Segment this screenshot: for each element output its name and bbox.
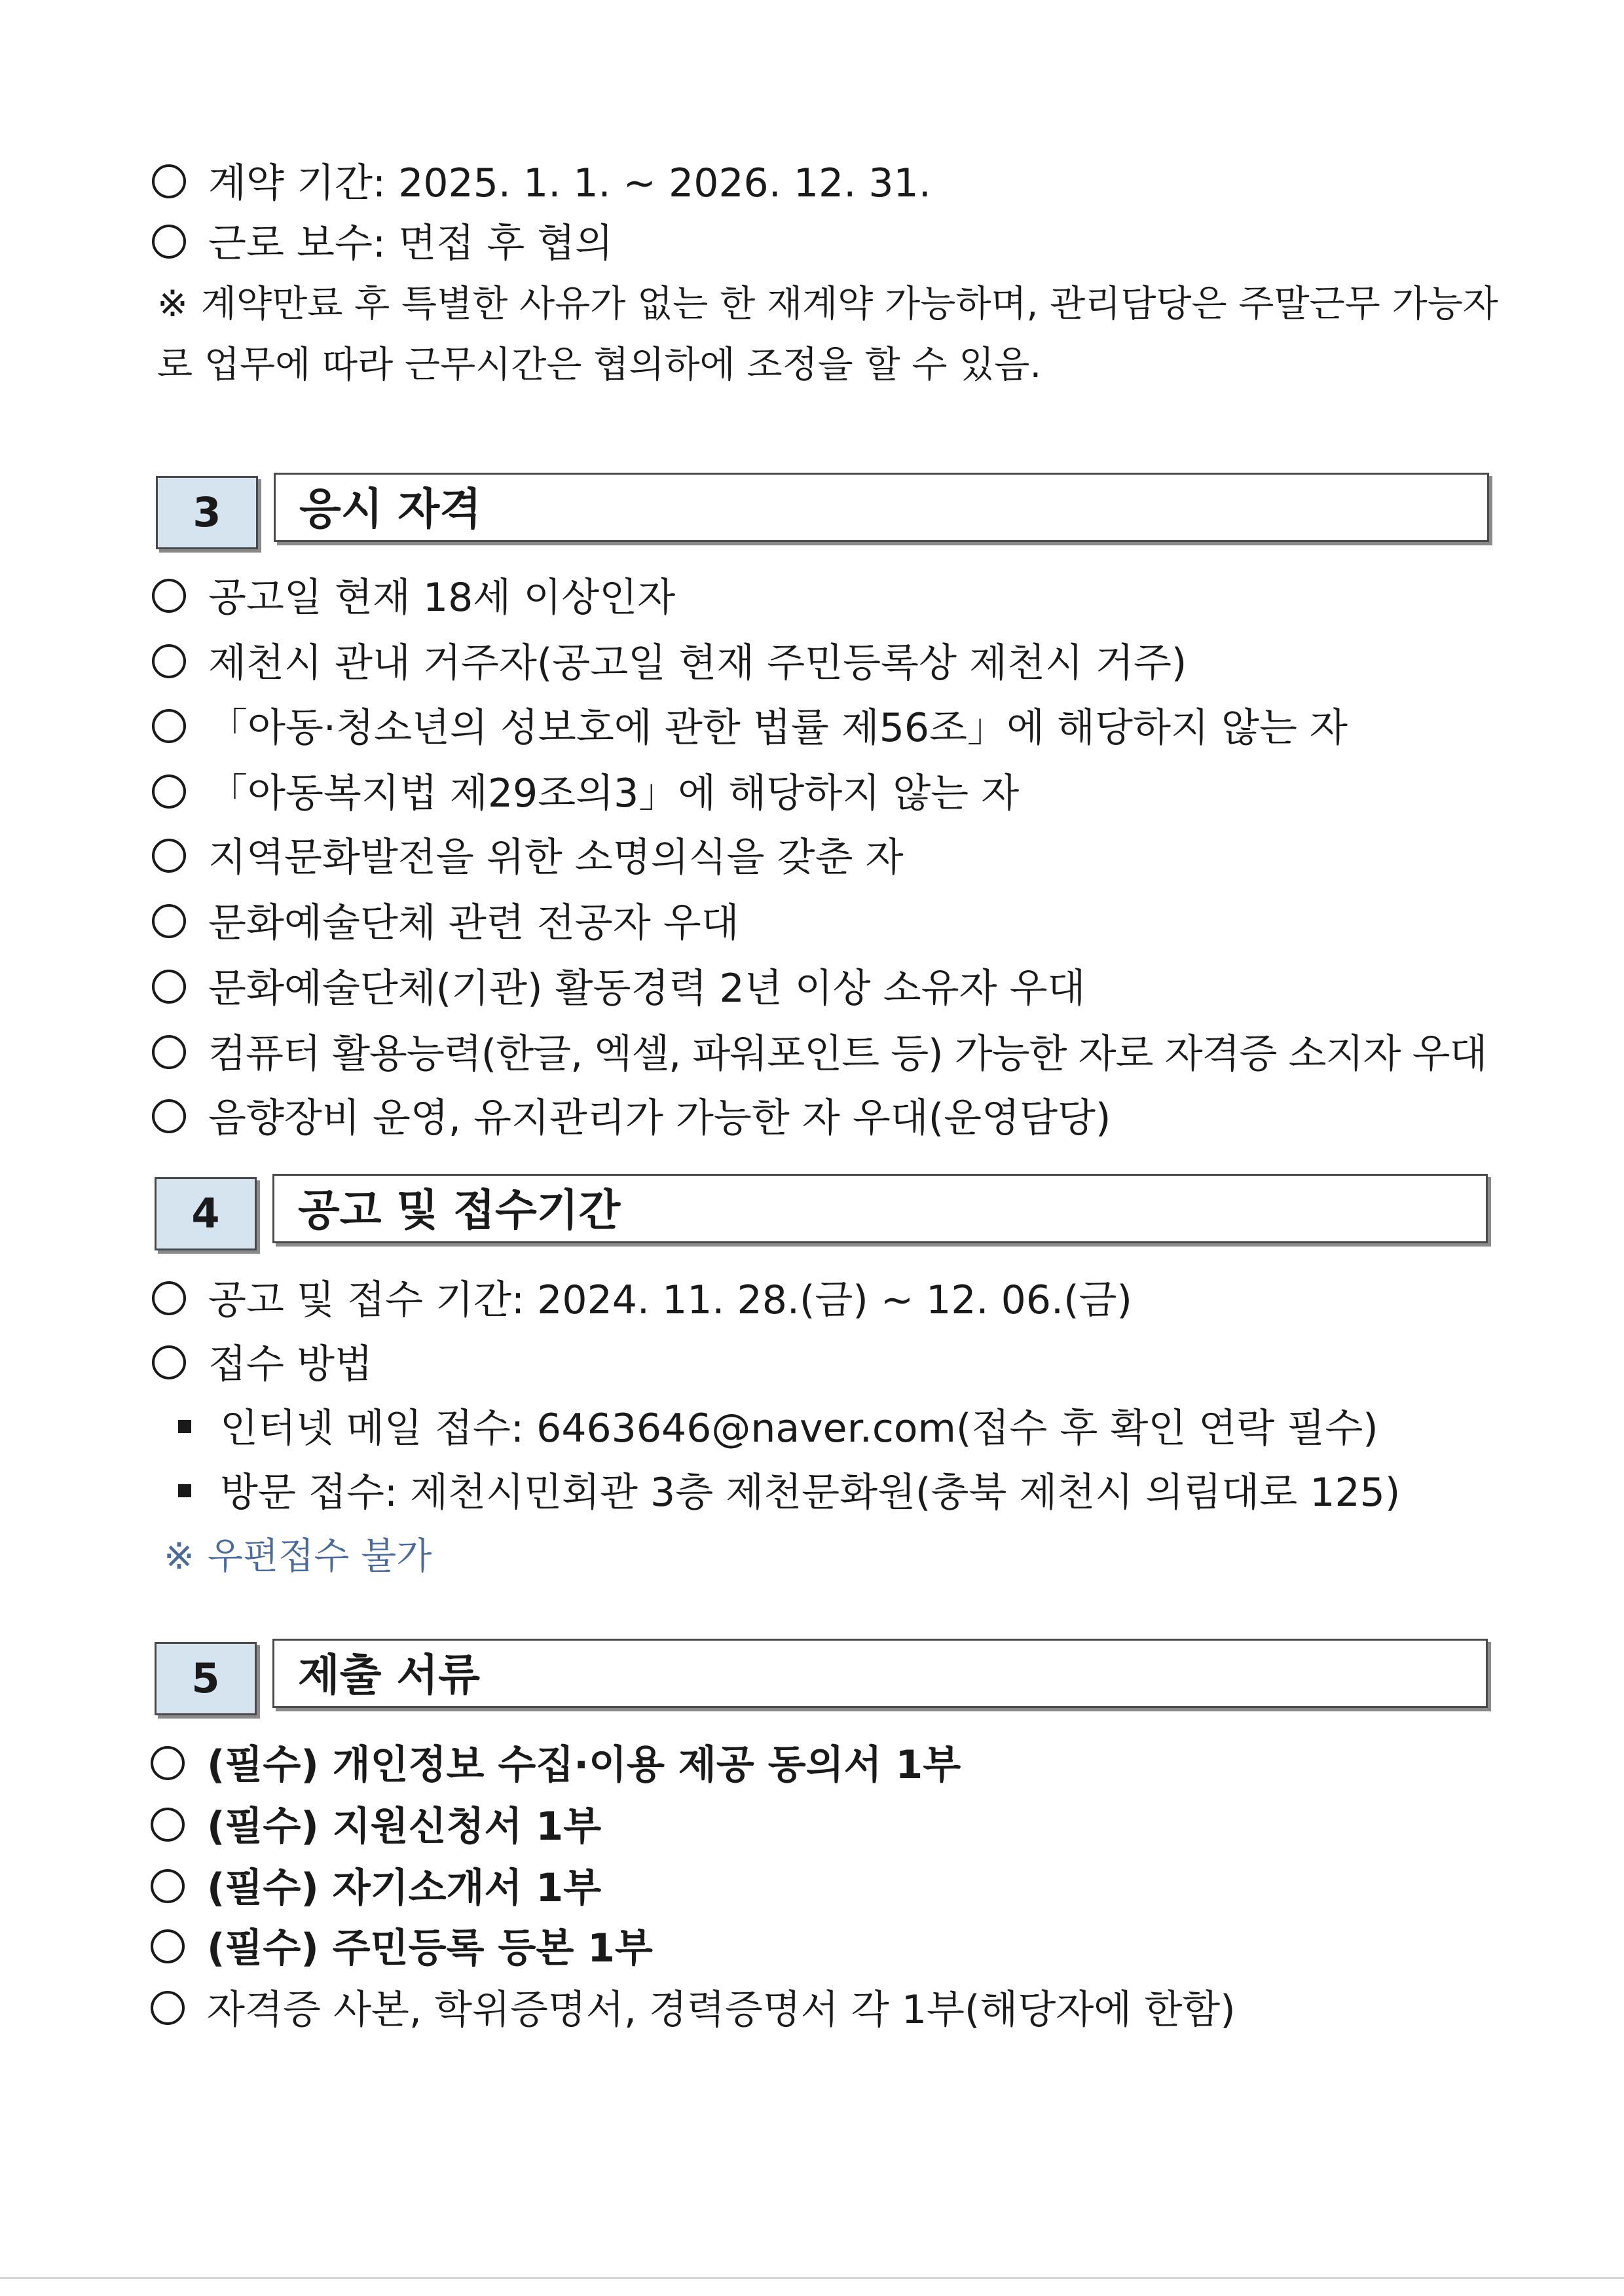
list-item: 「아동·청소년의 성보호에 관한 법률 제56조」에 해당하지 않는 자 — [152, 702, 1348, 754]
mail-note: ※ 우편접수 불가 — [164, 1531, 432, 1583]
circle-bullet-icon — [152, 1035, 186, 1069]
footer-divider — [0, 2277, 1624, 2279]
contract-period: 계약 기간: 2025. 1. 1. ~ 2026. 12. 31. — [152, 157, 931, 210]
list-item: 지역문화발전을 위한 소명의식을 갖춘 자 — [152, 831, 904, 884]
reference-mark-icon: ※ — [157, 283, 188, 325]
section-title-4: 공고 및 접수기간 — [272, 1174, 1488, 1243]
circle-bullet-icon — [152, 709, 186, 743]
section-number-5: 5 — [155, 1642, 257, 1715]
contract-note-line-2: 로 업무에 따라 근무시간은 협의하에 조정을 할 수 있음. — [157, 344, 1042, 386]
list-item: (필수) 주민등록 등본 1부 — [151, 1922, 653, 1975]
contract-note-line-1: ※ 계약만료 후 특별한 사유가 없는 한 재계약 가능하며, 관리담당은 주말근무 가능자 — [157, 278, 1498, 331]
circle-bullet-icon — [152, 774, 186, 809]
section-number-3: 3 — [156, 476, 258, 549]
circle-bullet-icon — [152, 970, 186, 1004]
reference-mark-icon: ※ — [164, 1535, 194, 1578]
list-item: 컴퓨터 활용능력(한글, 엑셀, 파워포인트 등) 가능한 자로 자격증 소지자 우대 — [152, 1028, 1486, 1080]
application-period: 공고 및 접수 기간: 2024. 11. 28.(금) ~ 12. 06.(금) — [152, 1274, 1132, 1326]
list-item: 제천시 관내 거주자(공고일 현재 주민등록상 제천시 거주) — [152, 637, 1187, 689]
list-item: 문화예술단체(기관) 활동경력 2년 이상 소유자 우대 — [152, 962, 1086, 1015]
list-item: 방문 접수: 제천시민회관 3층 제천문화원(충북 제천시 의림대로 125) — [178, 1467, 1400, 1519]
square-bullet-icon — [178, 1420, 191, 1433]
circle-bullet-icon — [151, 1991, 185, 2025]
circle-bullet-icon — [152, 1281, 186, 1315]
list-item: 「아동복지법 제29조의3」에 해당하지 않는 자 — [152, 767, 1019, 820]
circle-bullet-icon — [152, 1099, 186, 1133]
list-item: 인터넷 메일 접수: 6463646@naver.com(접수 후 확인 연락 필수) — [178, 1402, 1378, 1455]
square-bullet-icon — [178, 1484, 191, 1497]
list-item: 공고일 현재 18세 이상인자 — [152, 572, 675, 624]
salary: 근로 보수: 면접 후 협의 — [152, 217, 613, 270]
circle-bullet-icon — [152, 839, 186, 873]
circle-bullet-icon — [152, 904, 186, 938]
circle-bullet-icon — [152, 164, 186, 198]
section-number-4: 4 — [155, 1177, 257, 1250]
list-item: (필수) 자기소개서 1부 — [151, 1862, 601, 1914]
section-title-3: 응시 자격 — [274, 473, 1489, 542]
list-item: 문화예술단체 관련 전공자 우대 — [152, 897, 739, 949]
circle-bullet-icon — [151, 1746, 185, 1780]
circle-bullet-icon — [152, 225, 186, 259]
list-item: (필수) 지원신청서 1부 — [151, 1800, 601, 1853]
circle-bullet-icon — [152, 579, 186, 613]
list-item: (필수) 개인정보 수집·이용 제공 동의서 1부 — [151, 1739, 961, 1791]
circle-bullet-icon — [151, 1929, 185, 1963]
application-method: 접수 방법 — [152, 1338, 373, 1391]
circle-bullet-icon — [151, 1869, 185, 1903]
circle-bullet-icon — [152, 1345, 186, 1379]
circle-bullet-icon — [151, 1808, 185, 1842]
list-item: 자격증 사본, 학위증명서, 경력증명서 각 1부(해당자에 한함) — [151, 1984, 1236, 2036]
circle-bullet-icon — [152, 644, 186, 678]
list-item: 음향장비 운영, 유지관리가 가능한 자 우대(운영담당) — [152, 1092, 1111, 1144]
section-title-5: 제출 서류 — [272, 1639, 1488, 1708]
